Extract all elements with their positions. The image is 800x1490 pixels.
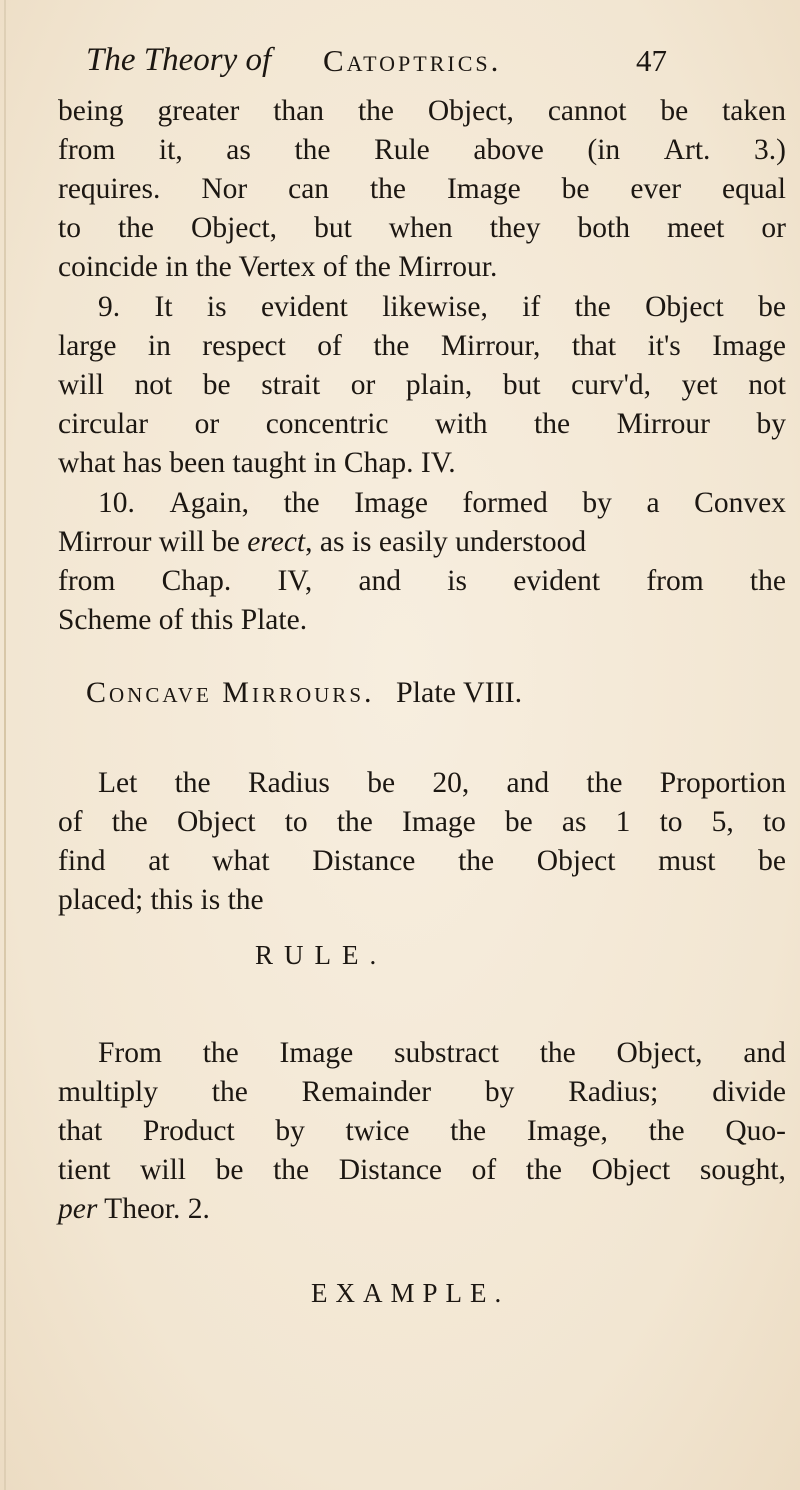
word: the [525, 1154, 562, 1186]
word: Object [536, 845, 616, 877]
word: meet [666, 212, 725, 244]
word: Object [176, 806, 256, 838]
text-line [98, 764, 786, 803]
word: ever [630, 173, 682, 205]
word: plain, [405, 369, 473, 401]
word: is [447, 565, 467, 597]
word: taken [722, 95, 786, 127]
word: by [582, 487, 612, 519]
word: to [762, 806, 786, 838]
word: It [154, 291, 173, 323]
word: Remainder [301, 1076, 432, 1108]
word: Image [279, 1037, 354, 1069]
word: Quo- [725, 1115, 786, 1147]
word: substract [394, 1037, 499, 1069]
text-line: coincide in the Vertex of the Mirrour. [58, 251, 498, 283]
word: be [660, 95, 689, 127]
word: can [288, 173, 330, 205]
word: a [646, 487, 660, 519]
text-line [58, 842, 786, 881]
word: be [561, 173, 590, 205]
word: Object [591, 1154, 671, 1186]
word: 20, [432, 767, 470, 799]
running-header [86, 42, 686, 92]
word: the [294, 134, 331, 166]
word: be [504, 806, 533, 838]
word: they [489, 212, 541, 244]
word: and [506, 767, 550, 799]
word: of [317, 330, 342, 362]
word: requires. [58, 173, 161, 205]
word: Distance [312, 845, 416, 877]
text-line [98, 484, 786, 523]
word: Mirrour [616, 408, 710, 440]
word: what [212, 845, 270, 877]
word: strait [261, 369, 321, 401]
word: Let [98, 767, 138, 799]
page-gutter-edge [4, 0, 6, 1490]
word: Distance [338, 1154, 443, 1186]
word: from [58, 565, 116, 597]
word: or [194, 408, 220, 440]
word: 9. [98, 291, 121, 323]
rule-heading: RULE. [255, 940, 388, 970]
example-heading: EXAMPLE. [311, 1278, 510, 1308]
word: be [758, 291, 786, 323]
italic-word-erect: erect [247, 526, 306, 558]
word: divide [712, 1076, 786, 1108]
text-line [58, 366, 786, 405]
word: cannot [547, 95, 627, 127]
word: Image, [526, 1115, 608, 1147]
word: Again, [169, 487, 249, 519]
text-line [58, 327, 786, 366]
text-line [58, 1112, 786, 1151]
word: the [586, 767, 623, 799]
word: IV, [277, 565, 313, 597]
text-line [58, 170, 786, 209]
italic-word-per: per [58, 1193, 98, 1225]
word: but [502, 369, 541, 401]
word: circular [58, 408, 149, 440]
word: the [574, 291, 611, 323]
word: Product [142, 1115, 235, 1147]
word: the [458, 845, 495, 877]
word: 10. [98, 487, 135, 519]
word: than [273, 95, 325, 127]
word: From [98, 1037, 162, 1069]
word: be [215, 1154, 244, 1186]
text-fragment: Theor. 2. [97, 1193, 210, 1225]
section-heading-title: Concave Mirrours. [86, 676, 375, 709]
word: the [369, 173, 407, 205]
word: the [450, 1115, 487, 1147]
text-line [58, 131, 786, 170]
text-fragment: , as is easily understood [305, 526, 587, 558]
word: will [58, 369, 104, 401]
word: as [561, 806, 587, 838]
text-line [58, 523, 586, 562]
word: be [367, 767, 396, 799]
text-line [58, 562, 786, 601]
word: Radius; [568, 1076, 659, 1108]
text-line: placed; this is the [58, 884, 264, 916]
word: from [58, 134, 116, 166]
word: Object, [616, 1037, 703, 1069]
word: the [648, 1115, 685, 1147]
word: evident [260, 291, 348, 323]
word: to [659, 806, 683, 838]
word: the [283, 487, 320, 519]
word: (in [587, 134, 621, 166]
word: the [534, 408, 571, 440]
text-line [58, 405, 786, 444]
word: if [522, 291, 541, 323]
text-line: Scheme of this Plate. [58, 604, 308, 636]
word: Convex [694, 487, 786, 519]
text-line [98, 1034, 786, 1073]
text-line [58, 1151, 786, 1190]
word: in [147, 330, 171, 362]
word: it's [647, 330, 681, 362]
word: 1 [615, 806, 631, 838]
text-line [98, 288, 786, 327]
word: Object, [191, 212, 278, 244]
word: to [58, 212, 81, 244]
word: Image [446, 173, 521, 205]
word: be [758, 845, 786, 877]
word: and [358, 565, 402, 597]
word: the [117, 212, 155, 244]
word: but [314, 212, 352, 244]
section-heading-plate: Plate VIII. [396, 676, 523, 709]
word: large [58, 330, 117, 362]
word: at [148, 845, 170, 877]
word: from [646, 565, 704, 597]
word: the [749, 565, 786, 597]
word: Art. [663, 134, 711, 166]
word: be [202, 369, 231, 401]
word: Nor [201, 173, 248, 205]
word: the [174, 767, 211, 799]
word: of [471, 1154, 497, 1186]
word: by [484, 1076, 515, 1108]
header-title-caps: Catoptrics. [323, 43, 502, 78]
word: the [336, 806, 373, 838]
word: find [58, 845, 106, 877]
word: that [58, 1115, 103, 1147]
word: must [658, 845, 716, 877]
word: the [273, 1154, 310, 1186]
word: Rule [374, 134, 430, 166]
word: or [761, 212, 786, 244]
word: to [284, 806, 308, 838]
header-title-italic: The Theory of [86, 42, 272, 78]
word: with [435, 408, 488, 440]
word: concentric [265, 408, 389, 440]
word: evident [513, 565, 601, 597]
word: not [134, 369, 173, 401]
word: the [373, 330, 410, 362]
word: yet [681, 369, 718, 401]
word: it, [158, 134, 183, 166]
word: respect [202, 330, 286, 362]
word: the [111, 806, 148, 838]
text-line [58, 1073, 786, 1112]
word: Image [402, 806, 476, 838]
word: being [58, 95, 124, 127]
word: Proportion [659, 767, 786, 799]
word: as [226, 134, 251, 166]
text-line [58, 1190, 210, 1229]
word: Chap. [161, 565, 232, 597]
text-line: what has been taught in Chap. IV. [58, 447, 456, 479]
word: curv'd, [571, 369, 652, 401]
word: the [357, 95, 394, 127]
word: tient [58, 1154, 111, 1186]
word: multiply [58, 1076, 158, 1108]
word: equal [722, 173, 786, 205]
word: Image [712, 330, 786, 362]
word: 3.) [754, 134, 786, 166]
word: Object [645, 291, 724, 323]
word: both [577, 212, 630, 244]
word: formed [462, 487, 548, 519]
word: by [756, 408, 786, 440]
word: greater [157, 95, 240, 127]
word: sought, [699, 1154, 786, 1186]
page-number: 47 [636, 43, 667, 78]
word: Image [354, 487, 428, 519]
word: and [743, 1037, 786, 1069]
word: will [140, 1154, 186, 1186]
text-line [58, 209, 786, 248]
word: is [206, 291, 227, 323]
word: when [388, 212, 453, 244]
word: Object, [427, 95, 514, 127]
word: Mirrour, [440, 330, 541, 362]
word: 5, [711, 806, 734, 838]
word: not [748, 369, 786, 401]
word: the [202, 1037, 239, 1069]
word: by [275, 1115, 305, 1147]
word: of [58, 806, 83, 838]
word: Radius [247, 767, 330, 799]
text-fragment: Mirrour will be [58, 526, 240, 558]
word: that [571, 330, 617, 362]
text-line [58, 92, 786, 131]
word: the [211, 1076, 248, 1108]
word: the [539, 1037, 576, 1069]
section-heading [86, 676, 522, 710]
text-line [58, 803, 786, 842]
word: twice [345, 1115, 410, 1147]
word: or [350, 369, 376, 401]
word: likewise, [382, 291, 488, 323]
word: above [473, 134, 544, 166]
